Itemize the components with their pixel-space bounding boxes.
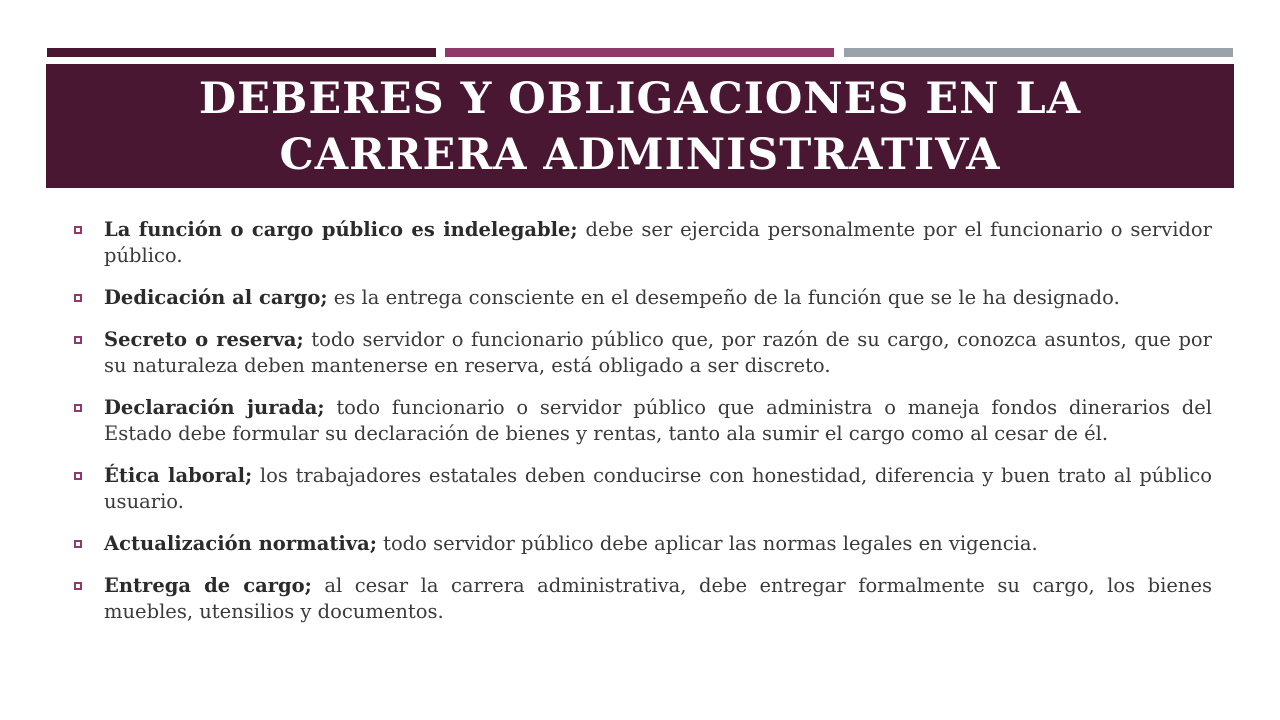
item-term: Dedicación al cargo; xyxy=(104,286,328,309)
item-term: La función o cargo público es indelegable; xyxy=(104,218,578,241)
top-accent-bar-dark xyxy=(47,48,436,57)
list-item xyxy=(74,573,1212,625)
item-term: Declaración jurada; xyxy=(104,396,325,419)
square-bullet-icon xyxy=(74,226,82,234)
square-bullet-icon xyxy=(74,294,82,302)
list-item xyxy=(74,217,1212,269)
obligations-list xyxy=(74,217,1212,641)
list-item xyxy=(74,285,1212,311)
item-term: Secreto o reserva; xyxy=(104,328,304,351)
square-bullet-icon xyxy=(74,404,82,412)
square-bullet-icon xyxy=(74,540,82,548)
item-text: todo servidor o funcionario público que, por razón de su cargo, conozca asuntos, que por su naturaleza deben mantenerse en reserva, está obligado a ser discreto. xyxy=(104,328,1212,377)
square-bullet-icon xyxy=(74,472,82,480)
slide-title-line-1: DEBERES Y OBLIGACIONES EN LA xyxy=(198,74,1082,124)
slide-title-line-2: CARRERA ADMINISTRATIVA xyxy=(279,130,1001,180)
square-bullet-icon xyxy=(74,582,82,590)
item-text: los trabajadores estatales deben conducirse con honestidad, diferencia y buen trato al público usuario. xyxy=(104,464,1212,513)
top-accent-bar-magenta xyxy=(445,48,834,57)
list-item xyxy=(74,463,1212,515)
item-term: Actualización normativa; xyxy=(104,532,377,555)
list-item xyxy=(74,531,1212,557)
slide-title xyxy=(199,71,1081,183)
list-item xyxy=(74,395,1212,447)
item-text: todo funcionario o servidor público que administra o maneja fondos dinerarios del Estado debe formular su declaración de bienes y rentas, tanto ala sumir el cargo como al cesar de él. xyxy=(104,396,1212,445)
item-term: Ética laboral; xyxy=(104,464,253,487)
item-term: Entrega de cargo; xyxy=(104,574,312,597)
item-text: debe ser ejercida personalmente por el funcionario o servidor público. xyxy=(104,218,1212,267)
list-item xyxy=(74,327,1212,379)
item-text: es la entrega consciente en el desempeño de la función que se le ha designado. xyxy=(327,286,1120,309)
top-accent-bar-gray xyxy=(844,48,1233,57)
item-text: al cesar la carrera administrativa, debe entregar formalmente su cargo, los bienes muebles, utensilios y documentos. xyxy=(104,574,1213,623)
square-bullet-icon xyxy=(74,336,82,344)
title-band xyxy=(46,64,1234,188)
item-text: todo servidor público debe aplicar las normas legales en vigencia. xyxy=(376,532,1038,555)
